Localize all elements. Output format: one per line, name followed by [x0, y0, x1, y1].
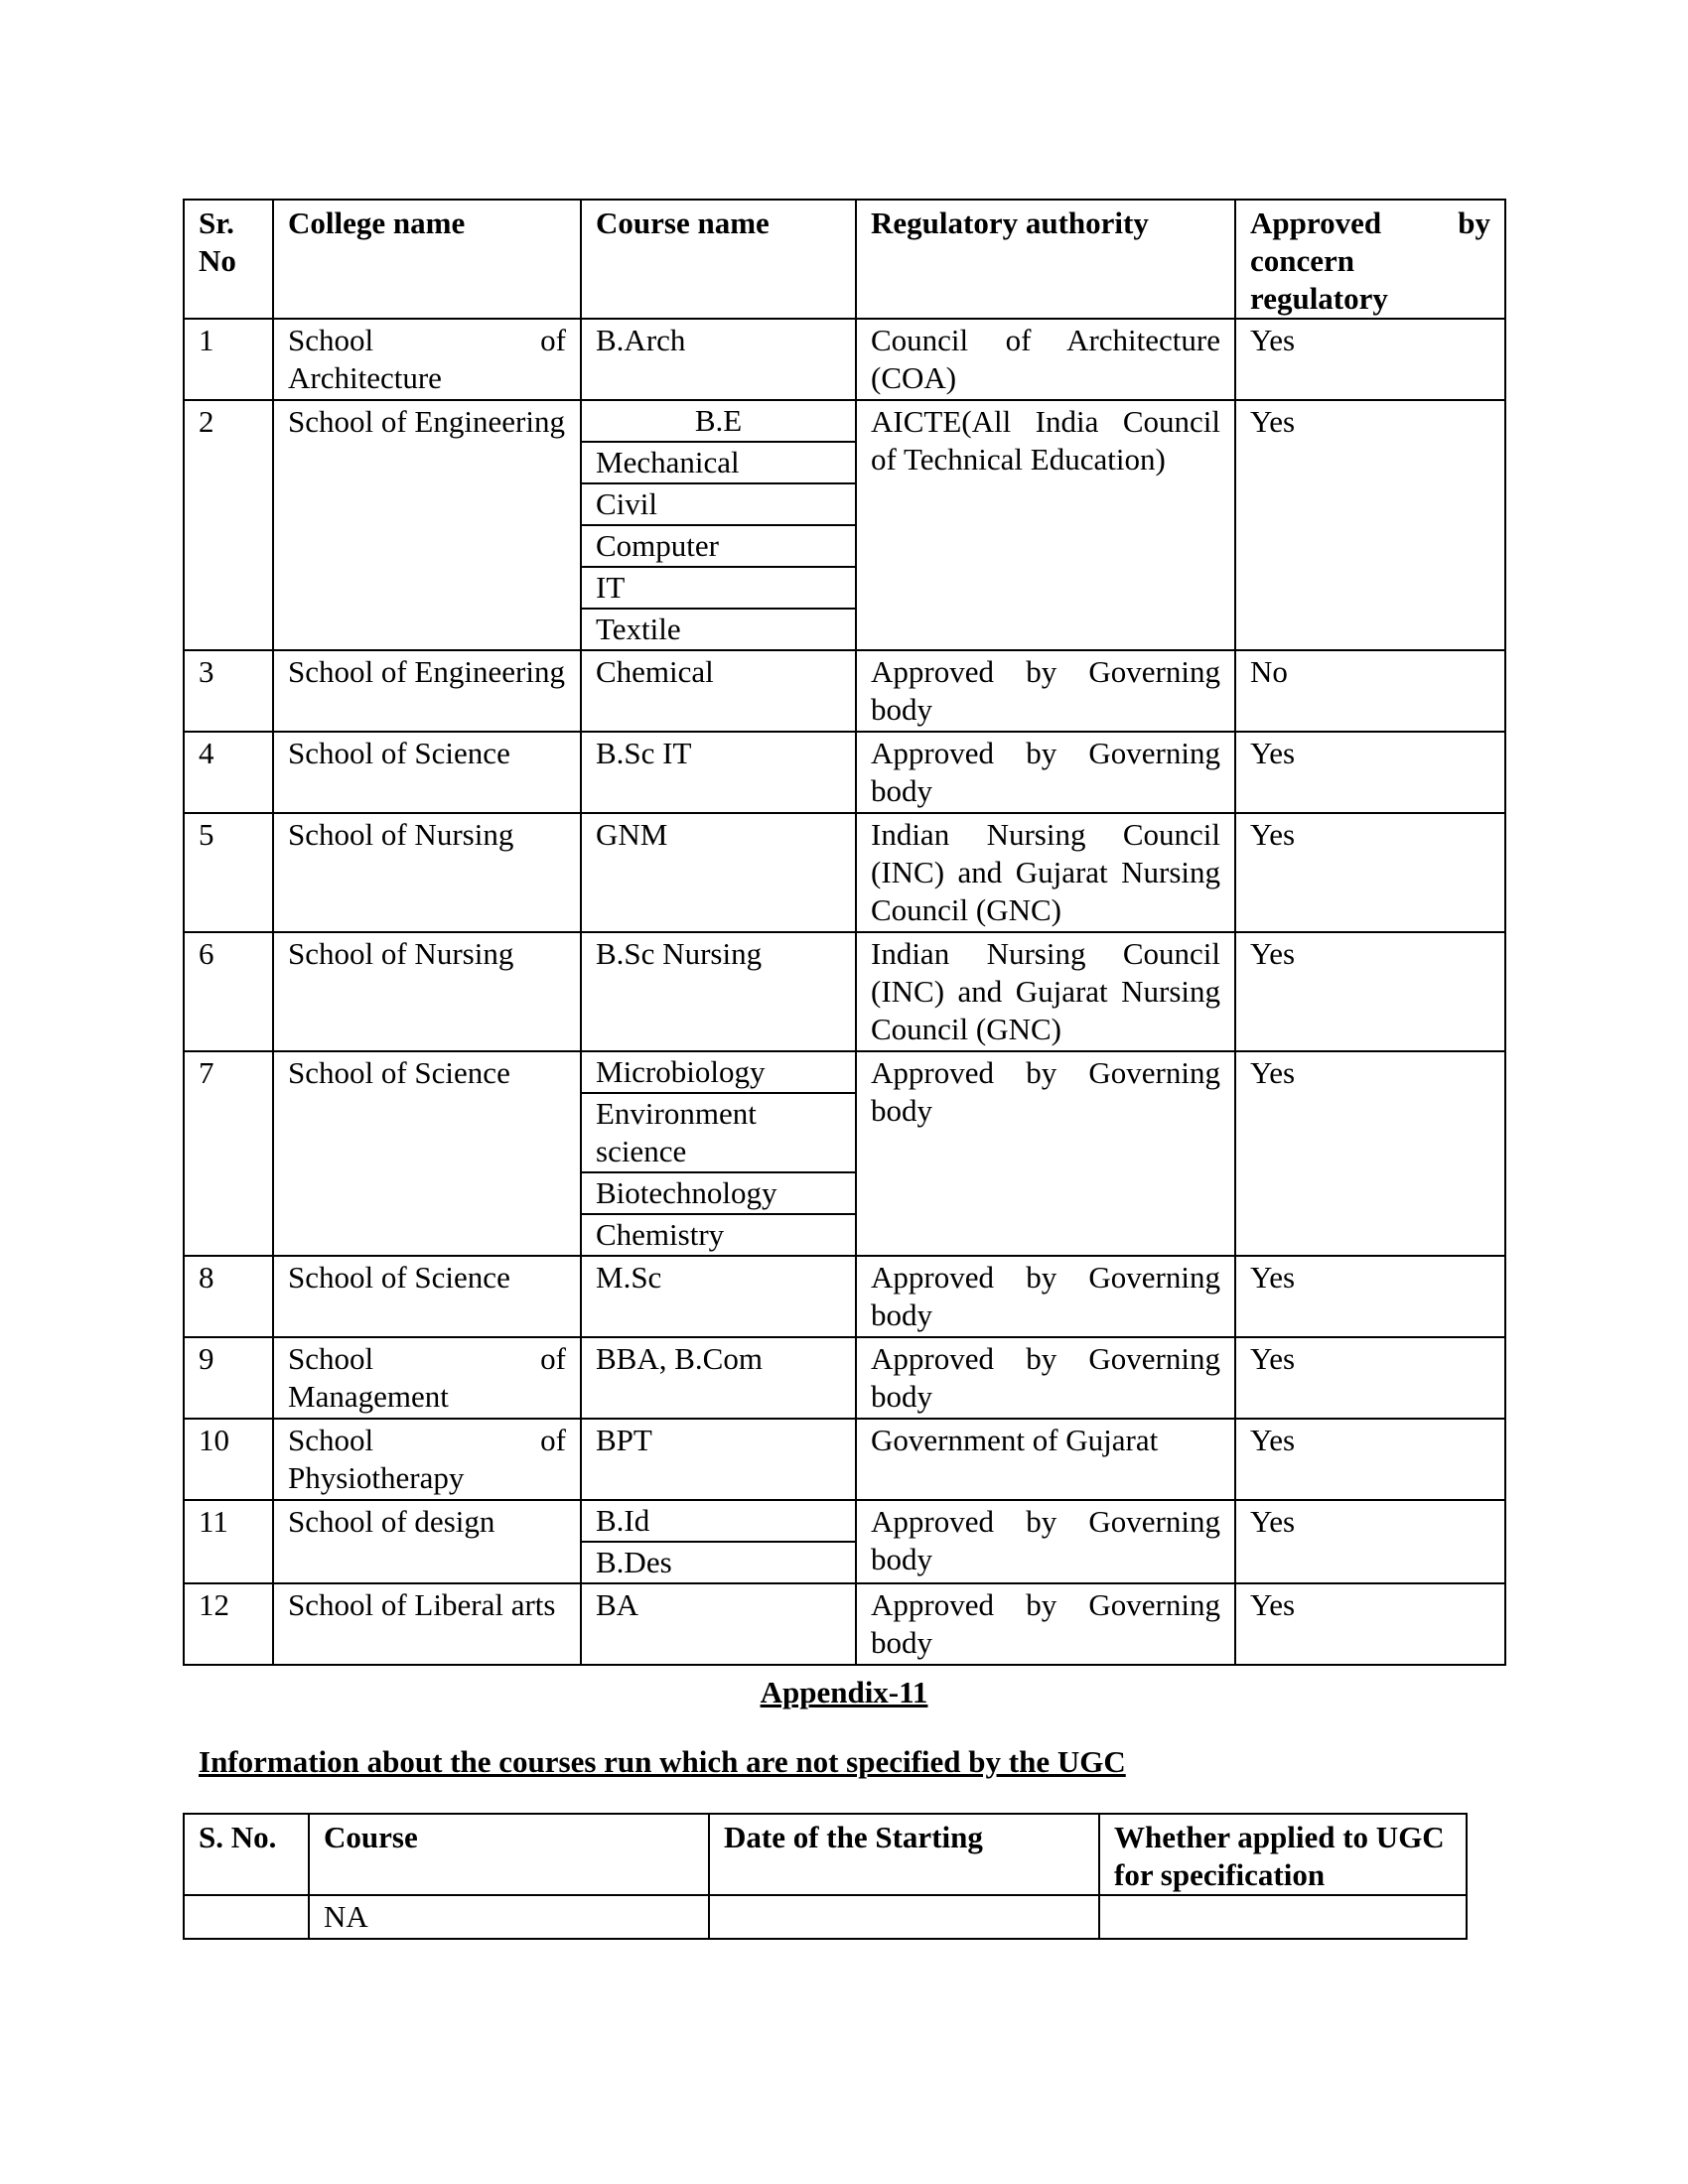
cell-college-name: School of Architecture	[273, 319, 581, 400]
cell-course-name: B.Sc Nursing	[581, 932, 856, 1051]
cell-course-name: M.Sc	[581, 1256, 856, 1337]
cell-sr-no: 12	[184, 1583, 273, 1665]
course-item: B.E	[694, 403, 743, 438]
cell-approved: Yes	[1235, 1051, 1505, 1256]
courses-approval-table	[183, 199, 1506, 1666]
cell-sr-no: 11	[184, 1500, 273, 1583]
table-row	[184, 1583, 1505, 1665]
course-item: Civil	[582, 482, 855, 524]
cell-sr-no: 7	[184, 1051, 273, 1256]
course-item: Chemistry	[582, 1213, 855, 1255]
ugc-header-row	[184, 1814, 1467, 1895]
section-title: Information about the courses run which are not specified by the UGC	[199, 1744, 1126, 1779]
cell-approved: Yes	[1235, 1256, 1505, 1337]
cell-sr-no: 2	[184, 400, 273, 650]
cell-college-name: School of Science	[273, 1256, 581, 1337]
cell-college-name: School of Physiotherapy	[273, 1419, 581, 1500]
cell-college-name: School of Engineering	[273, 400, 581, 650]
cell-regulatory-authority: AICTE(All India Council of Technical Education)	[856, 400, 1235, 650]
course-item: B.Des	[582, 1541, 855, 1582]
cell-approved: Yes	[1235, 813, 1505, 932]
ugc-header-date: Date of the Starting	[709, 1814, 1099, 1895]
cell-regulatory-authority: Indian Nursing Council (INC) and Gujarat Nursing Council (GNC)	[856, 932, 1235, 1051]
ugc-cell-applied	[1099, 1895, 1467, 1939]
header-sr-no: Sr. No	[184, 200, 273, 319]
cell-regulatory-authority: Government of Gujarat	[856, 1419, 1235, 1500]
course-item: Microbiology	[596, 1054, 766, 1089]
cell-approved: Yes	[1235, 400, 1505, 650]
cell-course-name	[581, 1051, 856, 1256]
ugc-cell-sno	[184, 1895, 309, 1939]
cell-regulatory-authority: Approved by Governing body	[856, 1256, 1235, 1337]
cell-approved: Yes	[1235, 1337, 1505, 1419]
cell-regulatory-authority: Approved by Governing body	[856, 1051, 1235, 1256]
course-item: IT	[582, 566, 855, 608]
cell-course-name: BBA, B.Com	[581, 1337, 856, 1419]
table-row	[184, 732, 1505, 813]
cell-course-name: B.Sc IT	[581, 732, 856, 813]
cell-regulatory-authority: Approved by Governing body	[856, 1500, 1235, 1583]
header-college-name: College name	[273, 200, 581, 319]
table-row	[184, 1895, 1467, 1939]
ugc-cell-date	[709, 1895, 1099, 1939]
cell-approved: Yes	[1235, 1419, 1505, 1500]
header-approved-word: Approved	[1250, 205, 1382, 240]
cell-college-name: School of Engineering	[273, 650, 581, 732]
course-item: Computer	[582, 524, 855, 566]
cell-course-name: B.Arch	[581, 319, 856, 400]
cell-sr-no: 9	[184, 1337, 273, 1419]
cell-regulatory-authority: Council of Architecture (COA)	[856, 319, 1235, 400]
table-row	[184, 650, 1505, 732]
cell-approved: Yes	[1235, 319, 1505, 400]
header-approved-by: by	[1458, 205, 1490, 240]
table-row	[184, 319, 1505, 400]
cell-sr-no: 6	[184, 932, 273, 1051]
table-row	[184, 932, 1505, 1051]
cell-college-name: School of Liberal arts	[273, 1583, 581, 1665]
cell-course-name: BPT	[581, 1419, 856, 1500]
table-row	[184, 400, 1505, 650]
course-item: Biotechnology	[582, 1171, 855, 1213]
course-item: Mechanical	[582, 441, 855, 482]
course-item: B.Id	[596, 1503, 650, 1538]
ugc-header-sno: S. No.	[184, 1814, 309, 1895]
table-body	[184, 319, 1505, 1665]
cell-college-name: School of Science	[273, 732, 581, 813]
cell-approved: Yes	[1235, 1583, 1505, 1665]
cell-regulatory-authority: Indian Nursing Council (INC) and Gujarat Nursing Council (GNC)	[856, 813, 1235, 932]
cell-approved: Yes	[1235, 1500, 1505, 1583]
course-item: Environment science	[582, 1092, 855, 1171]
cell-course-name	[581, 1500, 856, 1583]
header-regulatory-authority: Regulatory authority	[856, 200, 1235, 319]
ugc-header-applied: Whether applied to UGC for specification	[1099, 1814, 1467, 1895]
cell-sr-no: 5	[184, 813, 273, 932]
cell-course-name: GNM	[581, 813, 856, 932]
cell-approved: Yes	[1235, 732, 1505, 813]
cell-regulatory-authority: Approved by Governing body	[856, 1337, 1235, 1419]
cell-college-name: School of Nursing	[273, 813, 581, 932]
table-row	[184, 1500, 1505, 1583]
course-item: Textile	[582, 608, 855, 649]
cell-college-name: School of Management	[273, 1337, 581, 1419]
header-approved-rest: concern regulatory	[1250, 243, 1388, 316]
cell-approved: Yes	[1235, 932, 1505, 1051]
ugc-courses-table	[183, 1813, 1468, 1940]
ugc-header-course: Course	[309, 1814, 709, 1895]
table-row	[184, 813, 1505, 932]
cell-sr-no: 10	[184, 1419, 273, 1500]
cell-regulatory-authority: Approved by Governing body	[856, 732, 1235, 813]
table-header-row	[184, 200, 1505, 319]
cell-college-name: School of Science	[273, 1051, 581, 1256]
cell-course-name	[581, 400, 856, 650]
cell-regulatory-authority: Approved by Governing body	[856, 650, 1235, 732]
cell-sr-no: 3	[184, 650, 273, 732]
cell-course-name: BA	[581, 1583, 856, 1665]
cell-college-name: School of Nursing	[273, 932, 581, 1051]
cell-approved: No	[1235, 650, 1505, 732]
cell-sr-no: 8	[184, 1256, 273, 1337]
table-row	[184, 1419, 1505, 1500]
cell-course-name: Chemical	[581, 650, 856, 732]
cell-sr-no: 4	[184, 732, 273, 813]
table-row	[184, 1051, 1505, 1256]
cell-college-name: School of design	[273, 1500, 581, 1583]
ugc-cell-course: NA	[309, 1895, 709, 1939]
header-approved	[1235, 200, 1505, 319]
cell-regulatory-authority: Approved by Governing body	[856, 1583, 1235, 1665]
cell-sr-no: 1	[184, 319, 273, 400]
table-row	[184, 1337, 1505, 1419]
appendix-title: Appendix-11	[760, 1675, 928, 1709]
table-row	[184, 1256, 1505, 1337]
header-course-name: Course name	[581, 200, 856, 319]
